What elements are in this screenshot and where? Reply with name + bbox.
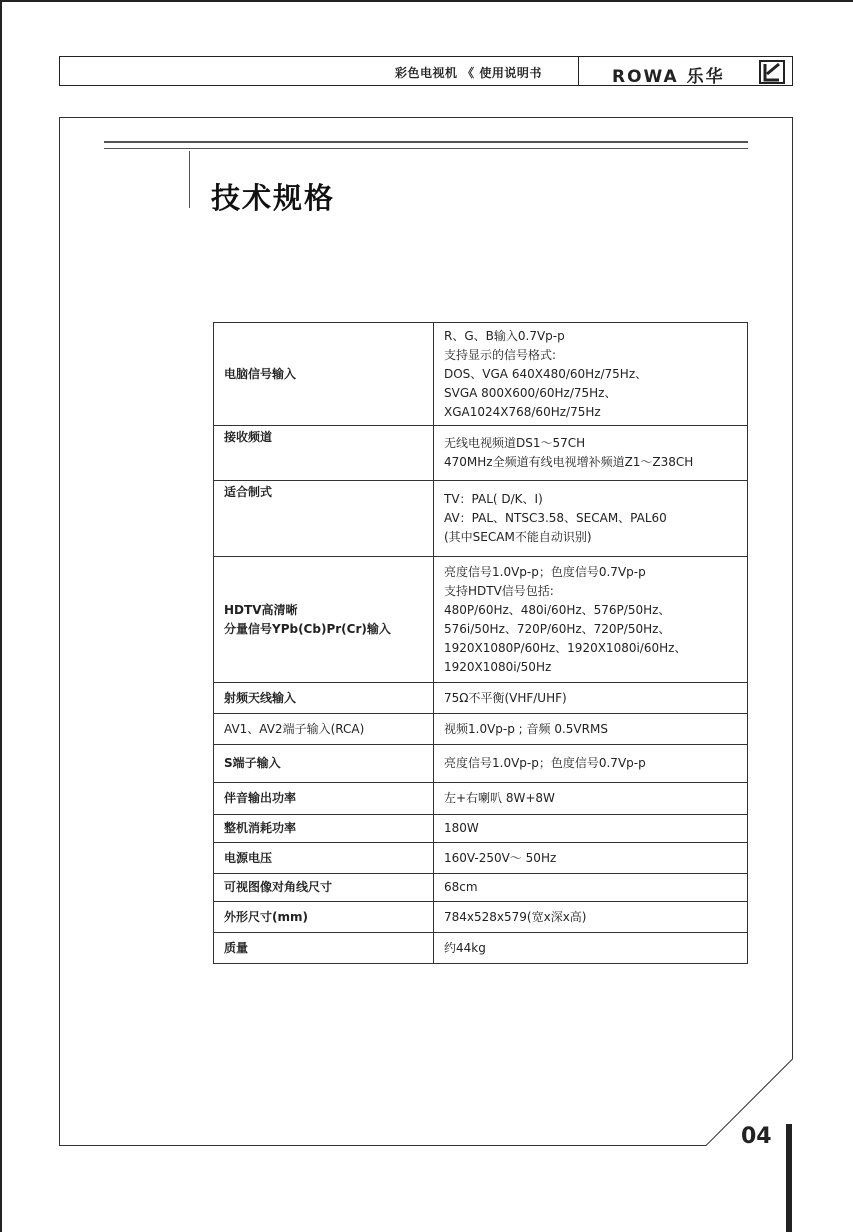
spec-label: 可视图像对角线尺寸	[214, 874, 434, 902]
spec-table	[213, 322, 748, 964]
table-row	[214, 426, 748, 481]
table-row	[214, 843, 748, 874]
table-row	[214, 714, 748, 745]
spec-value: 亮度信号1.0Vp-p；色度信号0.7Vp-p	[434, 745, 748, 783]
spec-value: R、G、B输入0.7Vp-p 支持显示的信号格式: DOS、VGA 640X480/60Hz/75Hz、 SVGA 800X600/60Hz/75Hz、 XGA1024X768/60Hz/75Hz	[434, 323, 748, 426]
spec-value: 左+右喇叭 8W+8W	[434, 783, 748, 815]
table-row	[214, 933, 748, 964]
title-accent-bar	[189, 151, 190, 208]
table-row	[214, 874, 748, 902]
spec-value: 75Ω不平衡(VHF/UHF)	[434, 683, 748, 714]
spec-label: 电脑信号输入	[214, 323, 434, 426]
spec-value: 亮度信号1.0Vp-p；色度信号0.7Vp-p 支持HDTV信号包括: 480P/60Hz、480i/60Hz、576P/50Hz、 576i/50Hz、720P/60Hz、720P/50Hz、 1920X1080P/60Hz、1920X1080i/60Hz、 1920X1080i/50Hz	[434, 557, 748, 683]
page-number: 04	[741, 1124, 772, 1149]
table-row	[214, 902, 748, 933]
page-border-top	[0, 0, 853, 2]
spec-label: 伴音输出功率	[214, 783, 434, 815]
table-row	[214, 557, 748, 683]
spec-label: HDTV高清晰 分量信号YPb(Cb)Pr(Cr)输入	[214, 557, 434, 683]
spec-label: 整机消耗功率	[214, 815, 434, 843]
spec-value: 68cm	[434, 874, 748, 902]
title-rule-bottom	[104, 148, 748, 149]
table-row	[214, 745, 748, 783]
spec-label: 射频天线输入	[214, 683, 434, 714]
table-row	[214, 481, 748, 557]
spec-label: 适合制式	[214, 481, 434, 557]
page-number-bar	[786, 1124, 792, 1232]
spec-value: 视频1.0Vp-p ; 音频 0.5VRMS	[434, 714, 748, 745]
spec-label: 外形尺寸(mm)	[214, 902, 434, 933]
spec-label: 质量	[214, 933, 434, 964]
title-rule-top	[104, 141, 748, 143]
spec-value: 约44kg	[434, 933, 748, 964]
brand-name: ROWA 乐华	[612, 67, 725, 87]
spec-label: 电源电压	[214, 843, 434, 874]
spec-label: AV1、AV2端子输入(RCA)	[214, 714, 434, 745]
rowa-k-logo-icon	[759, 60, 785, 84]
spec-value: 180W	[434, 815, 748, 843]
table-row	[214, 815, 748, 843]
page-title: 技术规格	[211, 181, 336, 215]
table-row	[214, 783, 748, 815]
header-title: 彩色电视机 《 使用说明书	[395, 66, 542, 80]
table-row	[214, 683, 748, 714]
spec-value: 无线电视频道DS1～57CH 470MHz全频道有线电视增补频道Z1～Z38CH	[434, 426, 748, 481]
spec-value: 784x528x579(宽x深x高)	[434, 902, 748, 933]
spec-value: 160V-250V～ 50Hz	[434, 843, 748, 874]
page-border-left	[0, 0, 2, 1232]
spec-value: TV：PAL( D/K、I) AV：PAL、NTSC3.58、SECAM、PAL60 (其中SECAM不能自动识别)	[434, 481, 748, 557]
table-row	[214, 323, 748, 426]
header-divider	[578, 57, 579, 85]
spec-label: S端子输入	[214, 745, 434, 783]
spec-label: 接收频道	[214, 426, 434, 481]
